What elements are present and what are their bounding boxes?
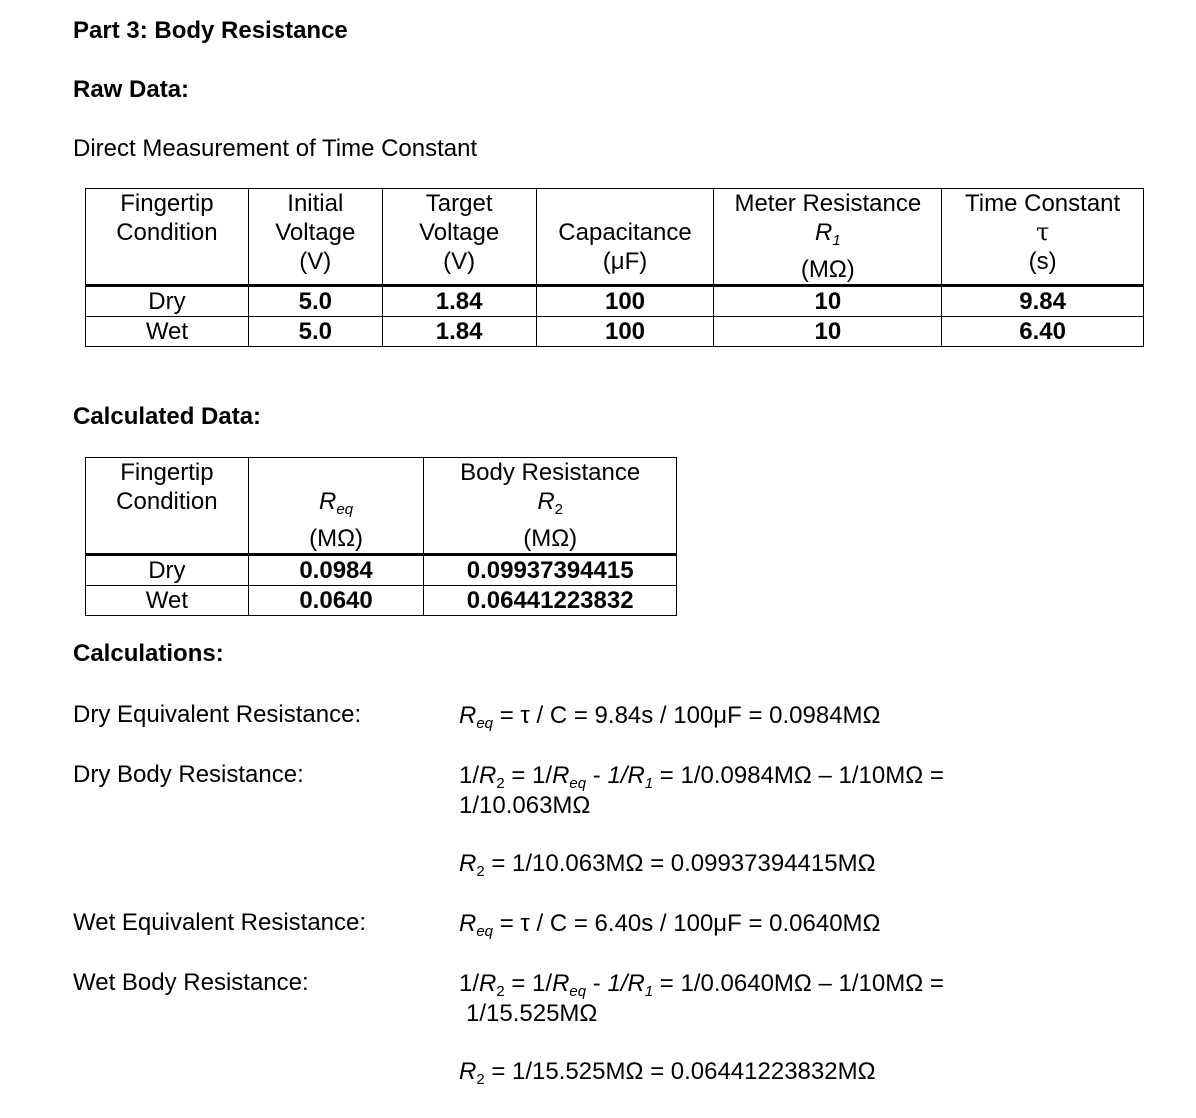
cell-capacitance: 100 xyxy=(536,286,714,317)
wet-body-formula-continued: 1/15.525MΩ xyxy=(466,1000,598,1027)
cell-target: 1.84 xyxy=(382,317,536,347)
raw-data-table xyxy=(85,188,1144,347)
calculated-data-heading: Calculated Data: xyxy=(73,403,262,430)
table-row xyxy=(86,555,677,586)
wet-r2-formula: $R_2 = 1/15.525M\Omega = 0.06441223832M\Omega$ xyxy=(459,1058,876,1088)
wet-body-label: Wet Body Resistance: xyxy=(73,969,309,996)
raw-table-header-row xyxy=(86,189,1144,286)
header-fingertip-condition: Fingertip Condition xyxy=(86,458,249,555)
header-time-constant: Time Constant τ (s) xyxy=(942,189,1144,286)
table-row xyxy=(86,286,1144,317)
table-row xyxy=(86,586,677,616)
wet-equivalent-formula: $R_{eq} = \tau / C = 6.40s / 100\mu F = 0.0640M\Omega$ xyxy=(459,910,881,940)
header-fingertip-condition: Fingertip Condition xyxy=(86,189,249,286)
dry-r2-formula: $R_2 = 1/10.063M\Omega = 0.09937394415M\Omega$ xyxy=(459,850,876,880)
cell-capacitance: 100 xyxy=(536,317,714,347)
cell-initial: 5.0 xyxy=(248,317,382,347)
cell-condition: Wet xyxy=(86,586,249,616)
calculated-data-table xyxy=(85,457,677,616)
header-capacitance: Capacitance (μF) xyxy=(536,189,714,286)
header-target-voltage: Target Voltage (V) xyxy=(382,189,536,286)
cell-body-resistance: 0.06441223832 xyxy=(424,586,677,616)
cell-target: 1.84 xyxy=(382,286,536,317)
cell-condition: Dry xyxy=(86,555,249,586)
dry-body-formula: $1/R_2 = 1/R_{eq} - 1/R_1 = 1/0.0984M\Omega - 1/10M\Omega$ = xyxy=(459,762,944,792)
raw-data-subheading: Direct Measurement of Time Constant xyxy=(73,135,478,162)
cell-req: 0.0640 xyxy=(248,586,424,616)
header-req: $R_{eq}$ (MΩ) xyxy=(248,458,424,555)
cell-meter: 10 xyxy=(714,286,942,317)
header-body-resistance: Body Resistance $R_2$ (MΩ) xyxy=(424,458,677,555)
calculations-heading: Calculations: xyxy=(73,640,224,667)
cell-body-resistance: 0.09937394415 xyxy=(424,555,677,586)
wet-equivalent-label: Wet Equivalent Resistance: xyxy=(73,909,367,936)
header-meter-resistance: Meter Resistance $R_1$ (MΩ) xyxy=(714,189,942,286)
wet-body-formula: $1/R_2 = 1/R_{eq} - 1/R_1 = 1/0.0640M\Omega - 1/10M\Omega$ = xyxy=(459,970,944,1000)
dry-equivalent-label: Dry Equivalent Resistance: xyxy=(73,701,362,728)
dry-equivalent-formula: $R_{eq} = \tau / C = 9.84s / 100\mu F = 0.0984M\Omega$ xyxy=(459,702,881,732)
cell-initial: 5.0 xyxy=(248,286,382,317)
dry-body-formula-continued: 1/10.063MΩ xyxy=(459,792,591,819)
dry-body-label: Dry Body Resistance: xyxy=(73,761,304,788)
header-initial-voltage: Initial Voltage (V) xyxy=(248,189,382,286)
table-row xyxy=(86,317,1144,347)
cell-condition: Dry xyxy=(86,286,249,317)
page-title: Part 3: Body Resistance xyxy=(73,17,348,44)
cell-tau: 6.40 xyxy=(942,317,1144,347)
cell-req: 0.0984 xyxy=(248,555,424,586)
cell-tau: 9.84 xyxy=(942,286,1144,317)
cell-condition: Wet xyxy=(86,317,249,347)
raw-data-heading: Raw Data: xyxy=(73,76,190,103)
cell-meter: 10 xyxy=(714,317,942,347)
calc-table-header-row xyxy=(86,458,677,555)
